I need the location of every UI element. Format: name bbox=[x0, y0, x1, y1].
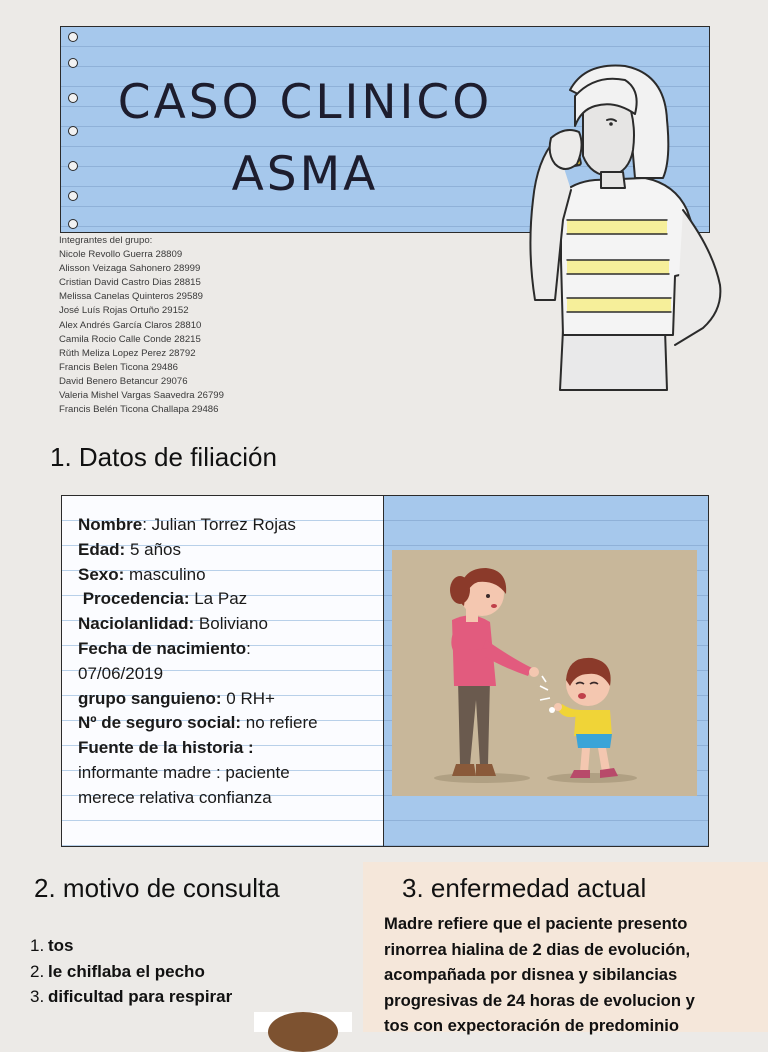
list-text: tos bbox=[48, 936, 74, 955]
mother-child-cough-image bbox=[392, 550, 697, 796]
ring-icon bbox=[68, 32, 78, 42]
mother-child-illustration bbox=[392, 550, 697, 796]
filiacion-lined-page bbox=[62, 496, 384, 846]
team-member: Alex Andrés García Claros 28810 bbox=[59, 319, 202, 331]
page-title-line-2: ASMA bbox=[231, 147, 379, 202]
ring-icon bbox=[68, 191, 78, 201]
nacionalidad-value: Boliviano bbox=[194, 614, 268, 634]
hair-icon bbox=[268, 1012, 338, 1052]
edad-value: 5 años bbox=[125, 539, 181, 559]
enfermedad-line: rinorrea hialina de 2 dias de evolución, bbox=[384, 939, 691, 959]
filiacion-illustration-panel bbox=[384, 496, 708, 846]
nacimiento-label: Fecha de nacimiento bbox=[78, 638, 247, 658]
team-member: Cristian David Castro Dias 28815 bbox=[59, 277, 201, 289]
list-item bbox=[30, 984, 232, 1010]
page-title-line-1: CASO CLINICO bbox=[117, 75, 493, 130]
team-member: Valeria Mishel Vargas Saavedra 26799 bbox=[59, 390, 224, 402]
nacionalidad-label: Naciolanlidad: bbox=[78, 614, 195, 634]
motivo-list bbox=[30, 933, 232, 1010]
team-heading: Integrantes del grupo: bbox=[59, 235, 153, 246]
list-text: dificultad para respirar bbox=[48, 987, 233, 1006]
fuente-label: Fuente de la historia : bbox=[78, 738, 254, 758]
team-members-list bbox=[59, 234, 359, 417]
sexo-label: Sexo: bbox=[78, 564, 125, 584]
sangre-value: 0 RH+ bbox=[221, 688, 275, 708]
team-member: David Benero Betancur 29076 bbox=[59, 375, 188, 387]
seguro-label: Nº de seguro social: bbox=[78, 713, 242, 733]
list-text: le chiflaba el pecho bbox=[48, 961, 205, 981]
team-member: Alisson Veizaga Sahonero 28999 bbox=[59, 263, 201, 275]
fuente-value-line-1: informante madre : paciente bbox=[78, 762, 290, 782]
nacimiento-value: 07/06/2019 bbox=[78, 663, 164, 683]
fuente-value-line-2: merece relativa confianza bbox=[78, 787, 272, 807]
filiacion-details bbox=[78, 513, 378, 811]
ring-icon bbox=[68, 219, 78, 229]
avatar-illustration-peek bbox=[254, 1012, 352, 1032]
ring-icon bbox=[68, 161, 78, 171]
list-item bbox=[30, 933, 232, 959]
nacimiento-separator: : bbox=[246, 638, 251, 658]
enfermedad-line: acompañada por disnea y sibilancias bbox=[384, 965, 678, 984]
woman-inhaler-illustration bbox=[515, 60, 735, 390]
sangre-label: grupo sanguieno: bbox=[78, 688, 222, 708]
filiacion-heading: 1. Datos de filiación bbox=[50, 442, 277, 472]
team-member: José Luís Rojas Ortuño 29152 bbox=[59, 305, 189, 317]
sexo-value: masculino bbox=[124, 564, 206, 584]
team-member: Francis Belen Ticona 29486 bbox=[59, 361, 178, 373]
nombre-value: : Julian Torrez Rojas bbox=[142, 515, 296, 534]
ring-icon bbox=[68, 58, 78, 68]
enfermedad-line: Madre refiere que el paciente presento bbox=[384, 914, 688, 933]
team-member: Francis Belén Ticona Challapa 29486 bbox=[59, 404, 219, 416]
list-number: 2. bbox=[30, 961, 45, 981]
edad-label: Edad: bbox=[78, 539, 126, 559]
procedencia-value: La Paz bbox=[189, 589, 248, 609]
ring-icon bbox=[68, 126, 78, 136]
team-member: Camila Rocio Calle Conde 28215 bbox=[59, 333, 201, 345]
motivo-heading: 2. motivo de consulta bbox=[34, 873, 280, 903]
list-number: 1. bbox=[30, 936, 45, 955]
filiacion-card bbox=[61, 495, 709, 847]
team-member: Rǔth Meliza Lopez Perez 28792 bbox=[59, 347, 196, 359]
nombre-label: Nombre bbox=[78, 515, 143, 534]
team-member: Nicole Revollo Guerra 28809 bbox=[59, 249, 183, 261]
ring-icon bbox=[68, 93, 78, 103]
list-item bbox=[30, 959, 232, 985]
enfermedad-line: progresivas de 24 horas de evolucion y bbox=[384, 990, 695, 1010]
procedencia-label: Procedencia: bbox=[78, 589, 190, 609]
enfermedad-line: tos con expectoración de predominio bbox=[384, 1016, 680, 1035]
enfermedad-description bbox=[384, 911, 754, 1039]
enfermedad-heading: 3. enfermedad actual bbox=[402, 873, 647, 903]
notebook-rings bbox=[68, 27, 80, 232]
list-number: 3. bbox=[30, 987, 45, 1006]
team-member: Melissa Canelas Quinteros 29589 bbox=[59, 291, 203, 303]
seguro-value: no refiere bbox=[241, 713, 318, 733]
